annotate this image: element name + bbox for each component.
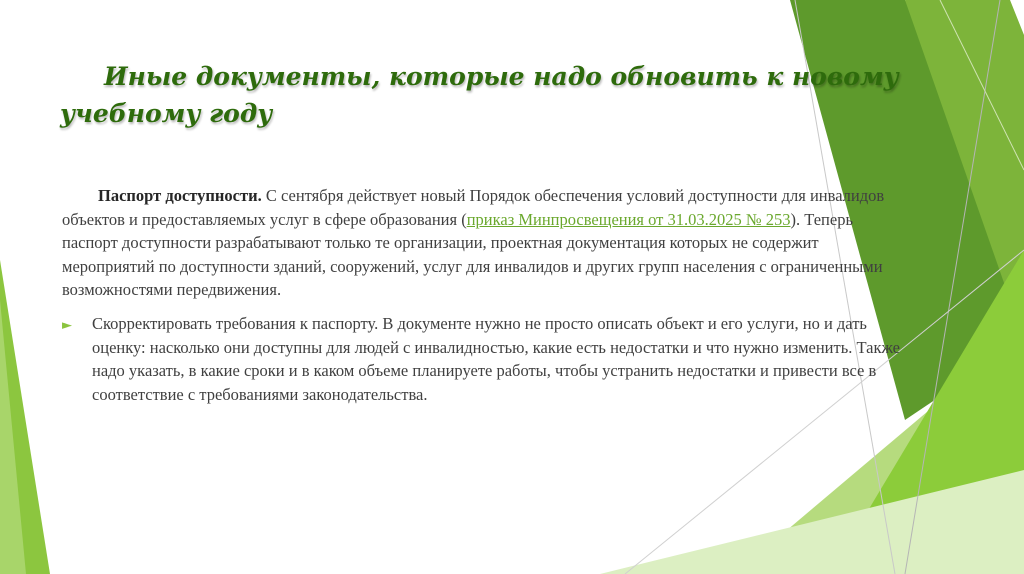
paragraph-text-before-link: С сентября действует новый Порядок обеспечения условий доступности для инвалидов объектов и предоставляемых услуг в сфере образования ( <box>62 186 885 229</box>
slide-title: Иные документы, которые надо обновить к новому учебному году <box>60 62 899 128</box>
right-pale-wedge <box>600 470 1024 574</box>
paragraph-text-after-link: ). Теперь паспорт доступности разрабатывают только те организации, проектная документация которых не содержит мероприятий по доступности зданий, сооружений, услуг для инвалидов и других групп населения с ограниченными возможностями передвижения. <box>62 209 883 300</box>
order-link[interactable]: приказ Минпросвещения от 31.03.2025 № 253 <box>466 209 791 229</box>
bullet-text: Скорректировать требования к паспорту. В документе нужно не просто описать объект и его услуги, но и дать оценку: насколько они доступны для людей с инвалидностью, какие есть недостатки и что нужно изменить. Также надо указать, в какие сроки и в каком объеме планируете работы, чтобы устранить недостатки и привести все в соответствие с требованиями законодательства. <box>92 313 901 404</box>
slide-body <box>62 184 902 406</box>
bullet-item <box>62 312 902 406</box>
triangle-bullet-icon: ► <box>62 317 72 333</box>
body-paragraph <box>62 184 902 302</box>
paragraph-lead: Паспорт доступности. <box>98 186 262 205</box>
